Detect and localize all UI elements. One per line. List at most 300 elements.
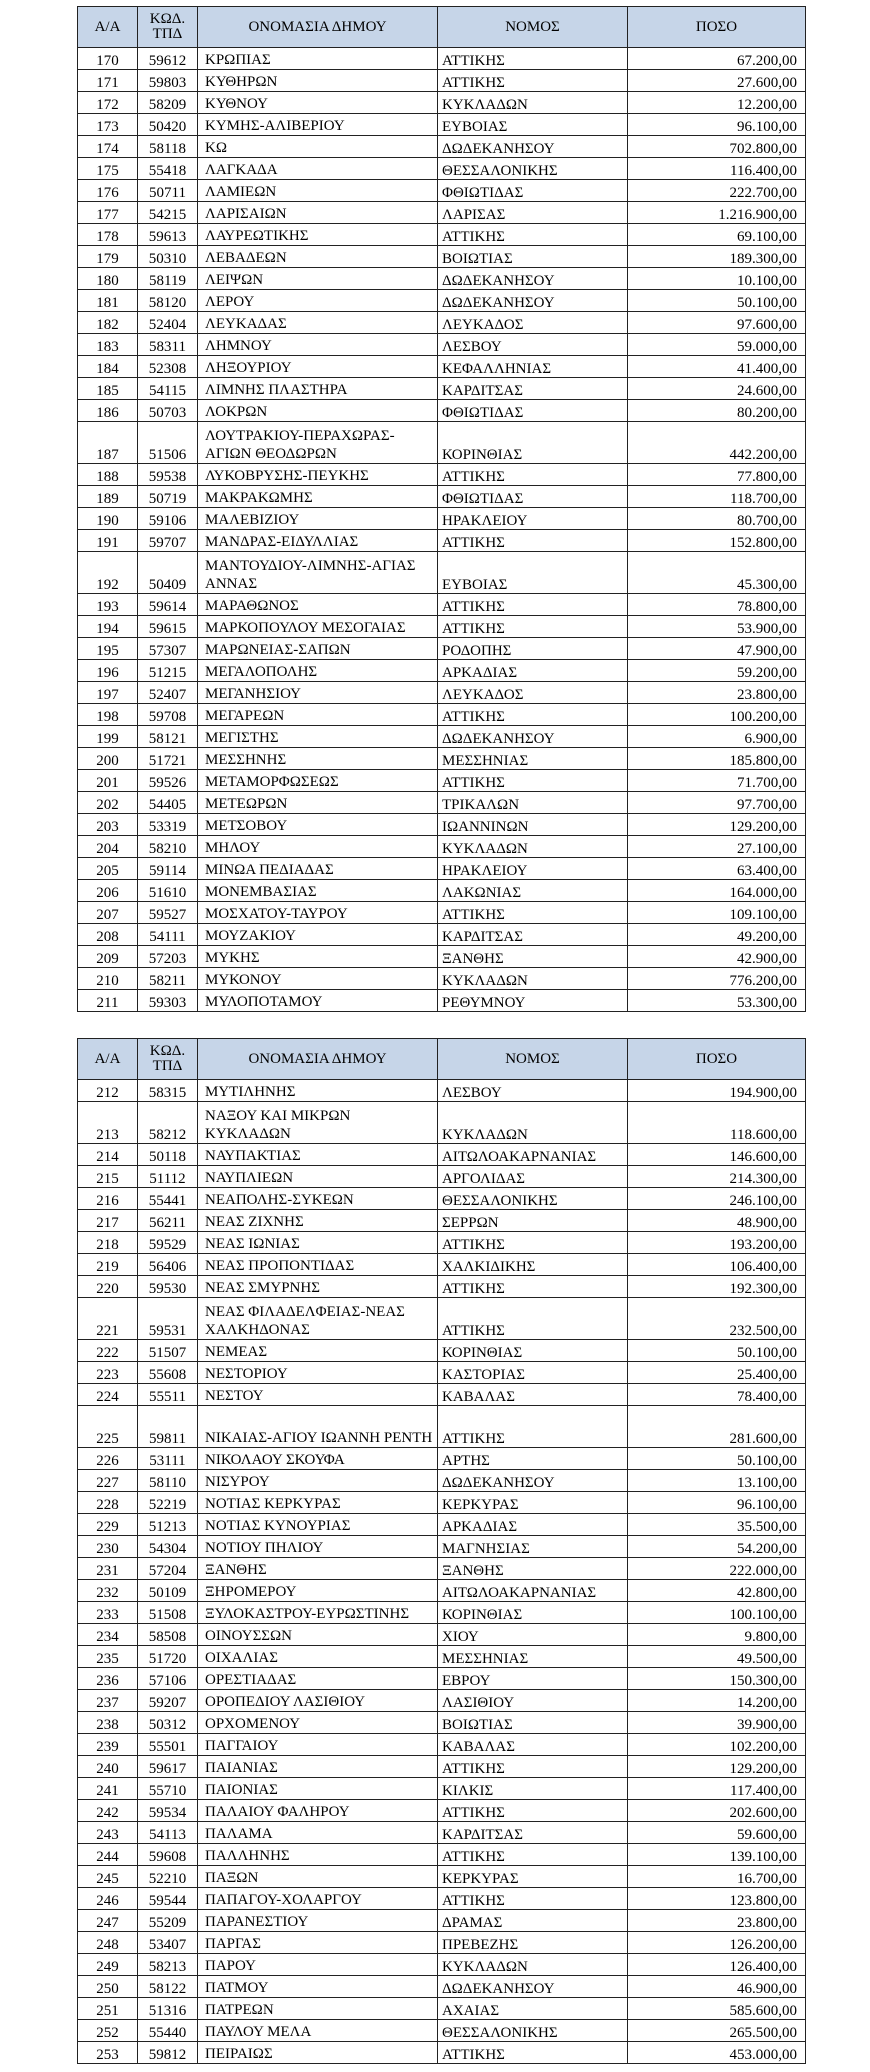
cell-amount: 246.100,00 bbox=[628, 1188, 806, 1210]
cell-aa: 236 bbox=[78, 1668, 138, 1690]
cell-aa: 222 bbox=[78, 1340, 138, 1362]
cell-name: ΟΡΧΟΜΕΝΟΥ bbox=[198, 1712, 438, 1734]
cell-amount: 50.100,00 bbox=[628, 1448, 806, 1470]
cell-aa: 245 bbox=[78, 1866, 138, 1888]
cell-code: 52219 bbox=[138, 1492, 198, 1514]
cell-code: 58119 bbox=[138, 268, 198, 290]
cell-name: ΟΡΕΣΤΙΑΔΑΣ bbox=[198, 1668, 438, 1690]
cell-name: ΝΕΜΕΑΣ bbox=[198, 1340, 438, 1362]
cell-code: 51720 bbox=[138, 1646, 198, 1668]
cell-name: ΜΕΓΑΝΗΣΙΟΥ bbox=[198, 682, 438, 704]
cell-aa: 178 bbox=[78, 224, 138, 246]
table-row bbox=[78, 422, 806, 464]
cell-aa: 230 bbox=[78, 1536, 138, 1558]
cell-code: 56406 bbox=[138, 1254, 198, 1276]
cell-prefecture: ΜΑΓΝΗΣΙΑΣ bbox=[438, 1536, 628, 1558]
cell-amount: 702.800,00 bbox=[628, 136, 806, 158]
cell-name: ΛΥΚΟΒΡΥΣΗΣ-ΠΕΥΚΗΣ bbox=[198, 464, 438, 486]
cell-amount: 106.400,00 bbox=[628, 1254, 806, 1276]
header-prefecture: ΝΟΜΟΣ bbox=[438, 7, 628, 48]
cell-prefecture: ΞΑΝΘΗΣ bbox=[438, 946, 628, 968]
cell-name: ΚΡΩΠΙΑΣ bbox=[198, 48, 438, 70]
cell-aa: 247 bbox=[78, 1910, 138, 1932]
table-row bbox=[78, 158, 806, 180]
header-amount: ΠΟΣΟ bbox=[628, 7, 806, 48]
table-row bbox=[78, 400, 806, 422]
cell-aa: 200 bbox=[78, 748, 138, 770]
table-row bbox=[78, 1298, 806, 1340]
table-row bbox=[78, 508, 806, 530]
table-row bbox=[78, 246, 806, 268]
cell-amount: 39.900,00 bbox=[628, 1712, 806, 1734]
cell-aa: 226 bbox=[78, 1448, 138, 1470]
cell-code: 54215 bbox=[138, 202, 198, 224]
cell-code: 56211 bbox=[138, 1210, 198, 1232]
cell-code: 58210 bbox=[138, 836, 198, 858]
cell-prefecture: ΚΕΡΚΥΡΑΣ bbox=[438, 1866, 628, 1888]
cell-code: 59612 bbox=[138, 48, 198, 70]
cell-amount: 152.800,00 bbox=[628, 530, 806, 552]
cell-aa: 179 bbox=[78, 246, 138, 268]
cell-prefecture: ΑΙΤΩΛΟΑΚΑΡΝΑΝΙΑΣ bbox=[438, 1580, 628, 1602]
table-row bbox=[78, 1910, 806, 1932]
cell-prefecture: ΑΤΤΙΚΗΣ bbox=[438, 770, 628, 792]
cell-aa: 174 bbox=[78, 136, 138, 158]
cell-aa: 171 bbox=[78, 70, 138, 92]
table-row bbox=[78, 2020, 806, 2042]
cell-amount: 96.100,00 bbox=[628, 114, 806, 136]
cell-code: 51215 bbox=[138, 660, 198, 682]
cell-code: 54304 bbox=[138, 1536, 198, 1558]
cell-code: 59526 bbox=[138, 770, 198, 792]
table-row bbox=[78, 312, 806, 334]
cell-name: ΜΕΓΑΡΕΩΝ bbox=[198, 704, 438, 726]
cell-amount: 96.100,00 bbox=[628, 1492, 806, 1514]
cell-prefecture: ΚΕΦΑΛΛΗΝΙΑΣ bbox=[438, 356, 628, 378]
cell-name: ΝΙΚΑΙΑΣ-ΑΓΙΟΥ ΙΩΑΝΝΗ ΡΕΝΤΗ bbox=[198, 1406, 438, 1448]
cell-code: 58209 bbox=[138, 92, 198, 114]
table-row bbox=[78, 594, 806, 616]
cell-name: ΝΑΞΟΥ ΚΑΙ ΜΙΚΡΩΝ ΚΥΚΛΑΔΩΝ bbox=[198, 1102, 438, 1144]
cell-amount: 16.700,00 bbox=[628, 1866, 806, 1888]
cell-aa: 183 bbox=[78, 334, 138, 356]
cell-name: ΜΥΚΟΝΟΥ bbox=[198, 968, 438, 990]
cell-name: ΛΕΙΨΩΝ bbox=[198, 268, 438, 290]
cell-aa: 203 bbox=[78, 814, 138, 836]
cell-name: ΠΑΛΑΙΟΥ ΦΑΛΗΡΟΥ bbox=[198, 1800, 438, 1822]
cell-code: 50310 bbox=[138, 246, 198, 268]
table-row bbox=[78, 1756, 806, 1778]
cell-aa: 188 bbox=[78, 464, 138, 486]
cell-amount: 1.216.900,00 bbox=[628, 202, 806, 224]
table-row bbox=[78, 290, 806, 312]
cell-prefecture: ΑΡΓΟΛΙΔΑΣ bbox=[438, 1166, 628, 1188]
cell-prefecture: ΠΡΕΒΕΖΗΣ bbox=[438, 1932, 628, 1954]
table-row bbox=[78, 1166, 806, 1188]
cell-name: ΝΟΤΙΟΥ ΠΗΛΙΟΥ bbox=[198, 1536, 438, 1558]
cell-name: ΜΙΝΩΑ ΠΕΔΙΑΔΑΣ bbox=[198, 858, 438, 880]
cell-amount: 585.600,00 bbox=[628, 1998, 806, 2020]
cell-amount: 194.900,00 bbox=[628, 1080, 806, 1102]
cell-name: ΛΑΥΡΕΩΤΙΚΗΣ bbox=[198, 224, 438, 246]
cell-amount: 13.100,00 bbox=[628, 1470, 806, 1492]
cell-prefecture: ΚΑΡΔΙΤΣΑΣ bbox=[438, 1822, 628, 1844]
cell-amount: 97.600,00 bbox=[628, 312, 806, 334]
cell-prefecture: ΛΑΣΙΘΙΟΥ bbox=[438, 1690, 628, 1712]
cell-aa: 252 bbox=[78, 2020, 138, 2042]
cell-name: ΠΑΡΟΥ bbox=[198, 1954, 438, 1976]
cell-code: 53319 bbox=[138, 814, 198, 836]
cell-name: ΝΑΥΠΛΙΕΩΝ bbox=[198, 1166, 438, 1188]
cell-amount: 102.200,00 bbox=[628, 1734, 806, 1756]
cell-name: ΠΕΙΡΑΙΩΣ bbox=[198, 2042, 438, 2064]
cell-code: 58121 bbox=[138, 726, 198, 748]
cell-code: 53111 bbox=[138, 1448, 198, 1470]
cell-prefecture: ΑΤΤΙΚΗΣ bbox=[438, 1844, 628, 1866]
cell-code: 52407 bbox=[138, 682, 198, 704]
cell-name: ΜΑΚΡΑΚΩΜΗΣ bbox=[198, 486, 438, 508]
cell-name: ΜΑΛΕΒΙΖΙΟΥ bbox=[198, 508, 438, 530]
table-row bbox=[78, 1822, 806, 1844]
cell-prefecture: ΑΤΤΙΚΗΣ bbox=[438, 224, 628, 246]
table-row bbox=[78, 1734, 806, 1756]
table-row bbox=[78, 1188, 806, 1210]
cell-amount: 116.400,00 bbox=[628, 158, 806, 180]
cell-amount: 202.600,00 bbox=[628, 1800, 806, 1822]
cell-code: 55501 bbox=[138, 1734, 198, 1756]
cell-amount: 80.200,00 bbox=[628, 400, 806, 422]
cell-prefecture: ΤΡΙΚΑΛΩΝ bbox=[438, 792, 628, 814]
cell-amount: 49.500,00 bbox=[628, 1646, 806, 1668]
cell-name: ΠΑΙΑΝΙΑΣ bbox=[198, 1756, 438, 1778]
cell-prefecture: ΚΥΚΛΑΔΩΝ bbox=[438, 1102, 628, 1144]
table-row bbox=[78, 1102, 806, 1144]
cell-prefecture: ΛΕΥΚΑΔΟΣ bbox=[438, 312, 628, 334]
cell-prefecture: ΑΡΚΑΔΙΑΣ bbox=[438, 660, 628, 682]
cell-aa: 196 bbox=[78, 660, 138, 682]
cell-name: ΛΕΒΑΔΕΩΝ bbox=[198, 246, 438, 268]
cell-prefecture: ΡΟΔΟΠΗΣ bbox=[438, 638, 628, 660]
cell-aa: 202 bbox=[78, 792, 138, 814]
cell-aa: 204 bbox=[78, 836, 138, 858]
cell-code: 59615 bbox=[138, 616, 198, 638]
cell-amount: 129.200,00 bbox=[628, 1756, 806, 1778]
cell-aa: 231 bbox=[78, 1558, 138, 1580]
cell-name: ΛΟΚΡΩΝ bbox=[198, 400, 438, 422]
cell-code: 59811 bbox=[138, 1406, 198, 1448]
table-row bbox=[78, 792, 806, 814]
cell-prefecture: ΑΤΤΙΚΗΣ bbox=[438, 464, 628, 486]
cell-prefecture: ΔΩΔΕΚΑΝΗΣΟΥ bbox=[438, 1470, 628, 1492]
cell-aa: 235 bbox=[78, 1646, 138, 1668]
cell-amount: 14.200,00 bbox=[628, 1690, 806, 1712]
cell-code: 51506 bbox=[138, 422, 198, 464]
cell-code: 55511 bbox=[138, 1384, 198, 1406]
table-row bbox=[78, 1932, 806, 1954]
cell-name: ΝΕΑΠΟΛΗΣ-ΣΥΚΕΩΝ bbox=[198, 1188, 438, 1210]
cell-code: 50420 bbox=[138, 114, 198, 136]
cell-prefecture: ΔΩΔΕΚΑΝΗΣΟΥ bbox=[438, 726, 628, 748]
cell-amount: 100.100,00 bbox=[628, 1602, 806, 1624]
cell-name: ΝΟΤΙΑΣ ΚΕΡΚΥΡΑΣ bbox=[198, 1492, 438, 1514]
cell-aa: 253 bbox=[78, 2042, 138, 2064]
cell-name: ΠΑΠΑΓΟΥ-ΧΟΛΑΡΓΟΥ bbox=[198, 1888, 438, 1910]
cell-prefecture: ΧΙΟΥ bbox=[438, 1624, 628, 1646]
cell-aa: 251 bbox=[78, 1998, 138, 2020]
cell-aa: 198 bbox=[78, 704, 138, 726]
table-row bbox=[78, 202, 806, 224]
cell-aa: 249 bbox=[78, 1954, 138, 1976]
table-row bbox=[78, 1866, 806, 1888]
cell-code: 55710 bbox=[138, 1778, 198, 1800]
cell-code: 58211 bbox=[138, 968, 198, 990]
cell-aa: 240 bbox=[78, 1756, 138, 1778]
table-row bbox=[78, 704, 806, 726]
cell-code: 51316 bbox=[138, 1998, 198, 2020]
cell-amount: 59.200,00 bbox=[628, 660, 806, 682]
cell-amount: 12.200,00 bbox=[628, 92, 806, 114]
cell-amount: 117.400,00 bbox=[628, 1778, 806, 1800]
cell-prefecture: ΑΤΤΙΚΗΣ bbox=[438, 530, 628, 552]
cell-name: ΚΥΘΝΟΥ bbox=[198, 92, 438, 114]
table-row bbox=[78, 1580, 806, 1602]
cell-name: ΟΡΟΠΕΔΙΟΥ ΛΑΣΙΘΙΟΥ bbox=[198, 1690, 438, 1712]
cell-aa: 177 bbox=[78, 202, 138, 224]
cell-aa: 209 bbox=[78, 946, 138, 968]
cell-code: 51721 bbox=[138, 748, 198, 770]
cell-aa: 228 bbox=[78, 1492, 138, 1514]
cell-name: ΝΑΥΠΑΚΤΙΑΣ bbox=[198, 1144, 438, 1166]
cell-name: ΜΟΥΖΑΚΙΟΥ bbox=[198, 924, 438, 946]
table-row bbox=[78, 1362, 806, 1384]
cell-amount: 63.400,00 bbox=[628, 858, 806, 880]
cell-prefecture: ΜΕΣΣΗΝΙΑΣ bbox=[438, 748, 628, 770]
cell-amount: 80.700,00 bbox=[628, 508, 806, 530]
cell-amount: 49.200,00 bbox=[628, 924, 806, 946]
cell-code: 59114 bbox=[138, 858, 198, 880]
cell-name: ΚΩ bbox=[198, 136, 438, 158]
table-row bbox=[78, 682, 806, 704]
cell-prefecture: ΚΑΒΑΛΑΣ bbox=[438, 1384, 628, 1406]
cell-name: ΝΕΣΤΟΥ bbox=[198, 1384, 438, 1406]
cell-prefecture: ΕΒΡΟΥ bbox=[438, 1668, 628, 1690]
cell-prefecture: ΚΙΛΚΙΣ bbox=[438, 1778, 628, 1800]
cell-amount: 53.900,00 bbox=[628, 616, 806, 638]
cell-amount: 126.200,00 bbox=[628, 1932, 806, 1954]
cell-code: 50109 bbox=[138, 1580, 198, 1602]
cell-prefecture: ΚΟΡΙΝΘΙΑΣ bbox=[438, 1340, 628, 1362]
cell-prefecture: ΑΧΑΙΑΣ bbox=[438, 1998, 628, 2020]
table-row bbox=[78, 1276, 806, 1298]
cell-amount: 232.500,00 bbox=[628, 1298, 806, 1340]
cell-prefecture: ΕΥΒΟΙΑΣ bbox=[438, 552, 628, 594]
table-row bbox=[78, 1624, 806, 1646]
table-row bbox=[78, 1384, 806, 1406]
table-header bbox=[78, 7, 806, 48]
cell-aa: 185 bbox=[78, 378, 138, 400]
cell-name: ΛΑΡΙΣΑΙΩΝ bbox=[198, 202, 438, 224]
cell-aa: 197 bbox=[78, 682, 138, 704]
table-row bbox=[78, 726, 806, 748]
cell-amount: 192.300,00 bbox=[628, 1276, 806, 1298]
cell-aa: 216 bbox=[78, 1188, 138, 1210]
cell-code: 50711 bbox=[138, 180, 198, 202]
cell-name: ΠΑΛΛΗΝΗΣ bbox=[198, 1844, 438, 1866]
cell-amount: 48.900,00 bbox=[628, 1210, 806, 1232]
cell-amount: 59.000,00 bbox=[628, 334, 806, 356]
cell-name: ΛΑΓΚΑΔΑ bbox=[198, 158, 438, 180]
cell-aa: 232 bbox=[78, 1580, 138, 1602]
cell-prefecture: ΞΑΝΘΗΣ bbox=[438, 1558, 628, 1580]
cell-code: 59608 bbox=[138, 1844, 198, 1866]
cell-aa: 189 bbox=[78, 486, 138, 508]
cell-prefecture: ΛΕΥΚΑΔΟΣ bbox=[438, 682, 628, 704]
cell-code: 59544 bbox=[138, 1888, 198, 1910]
cell-prefecture: ΒΟΙΩΤΙΑΣ bbox=[438, 246, 628, 268]
cell-name: ΛΕΡΟΥ bbox=[198, 290, 438, 312]
cell-code: 58213 bbox=[138, 1954, 198, 1976]
cell-aa: 173 bbox=[78, 114, 138, 136]
cell-amount: 442.200,00 bbox=[628, 422, 806, 464]
cell-amount: 146.600,00 bbox=[628, 1144, 806, 1166]
table-row bbox=[78, 464, 806, 486]
table-row bbox=[78, 552, 806, 594]
cell-name: ΠΑΡΓΑΣ bbox=[198, 1932, 438, 1954]
table-row bbox=[78, 1602, 806, 1624]
cell-prefecture: ΑΤΤΙΚΗΣ bbox=[438, 48, 628, 70]
cell-aa: 233 bbox=[78, 1602, 138, 1624]
cell-prefecture: ΑΤΤΙΚΗΣ bbox=[438, 1800, 628, 1822]
cell-aa: 223 bbox=[78, 1362, 138, 1384]
cell-name: ΝΕΑΣ ΖΙΧΝΗΣ bbox=[198, 1210, 438, 1232]
cell-name: ΠΑΛΑΜΑ bbox=[198, 1822, 438, 1844]
cell-aa: 238 bbox=[78, 1712, 138, 1734]
cell-code: 59617 bbox=[138, 1756, 198, 1778]
cell-prefecture: ΑΡΚΑΔΙΑΣ bbox=[438, 1514, 628, 1536]
cell-prefecture: ΛΑΡΙΣΑΣ bbox=[438, 202, 628, 224]
cell-name: ΜΗΛΟΥ bbox=[198, 836, 438, 858]
cell-amount: 9.800,00 bbox=[628, 1624, 806, 1646]
cell-code: 58315 bbox=[138, 1080, 198, 1102]
cell-name: ΝΕΑΣ ΠΡΟΠΟΝΤΙΔΑΣ bbox=[198, 1254, 438, 1276]
cell-aa: 229 bbox=[78, 1514, 138, 1536]
cell-aa: 191 bbox=[78, 530, 138, 552]
cell-prefecture: ΚΥΚΛΑΔΩΝ bbox=[438, 92, 628, 114]
cell-amount: 53.300,00 bbox=[628, 990, 806, 1012]
table-row bbox=[78, 1954, 806, 1976]
table-row bbox=[78, 990, 806, 1012]
header-prefecture: ΝΟΜΟΣ bbox=[438, 1039, 628, 1080]
cell-amount: 47.900,00 bbox=[628, 638, 806, 660]
cell-name: ΠΑΤΜΟΥ bbox=[198, 1976, 438, 1998]
cell-aa: 207 bbox=[78, 902, 138, 924]
cell-code: 54111 bbox=[138, 924, 198, 946]
cell-amount: 54.200,00 bbox=[628, 1536, 806, 1558]
cell-aa: 239 bbox=[78, 1734, 138, 1756]
table-row bbox=[78, 48, 806, 70]
cell-prefecture: ΔΩΔΕΚΑΝΗΣΟΥ bbox=[438, 136, 628, 158]
cell-aa: 213 bbox=[78, 1102, 138, 1144]
cell-amount: 139.100,00 bbox=[628, 1844, 806, 1866]
cell-name: ΜΕΓΑΛΟΠΟΛΗΣ bbox=[198, 660, 438, 682]
cell-name: ΜΕΓΙΣΤΗΣ bbox=[198, 726, 438, 748]
cell-amount: 6.900,00 bbox=[628, 726, 806, 748]
cell-prefecture: ΒΟΙΩΤΙΑΣ bbox=[438, 1712, 628, 1734]
cell-name: ΛΟΥΤΡΑΚΙΟΥ-ΠΕΡΑΧΩΡΑΣ-ΑΓΙΩΝ ΘΕΟΔΩΡΩΝ bbox=[198, 422, 438, 464]
cell-prefecture: ΑΤΤΙΚΗΣ bbox=[438, 704, 628, 726]
table-row bbox=[78, 1844, 806, 1866]
cell-amount: 45.300,00 bbox=[628, 552, 806, 594]
table-row bbox=[78, 136, 806, 158]
cell-prefecture: ΚΑΡΔΙΤΣΑΣ bbox=[438, 924, 628, 946]
cell-aa: 175 bbox=[78, 158, 138, 180]
cell-prefecture: ΜΕΣΣΗΝΙΑΣ bbox=[438, 1646, 628, 1668]
cell-name: ΜΑΡΚΟΠΟΥΛΟΥ ΜΕΣΟΓΑΙΑΣ bbox=[198, 616, 438, 638]
table-row bbox=[78, 224, 806, 246]
cell-name: ΠΑΓΓΑΙΟΥ bbox=[198, 1734, 438, 1756]
municipality-table-2 bbox=[77, 1038, 806, 2064]
cell-aa: 195 bbox=[78, 638, 138, 660]
cell-prefecture: ΚΕΡΚΥΡΑΣ bbox=[438, 1492, 628, 1514]
cell-amount: 42.800,00 bbox=[628, 1580, 806, 1602]
table-row bbox=[78, 968, 806, 990]
header-code: ΚΩΔ. ΤΠΔ bbox=[138, 7, 198, 48]
cell-name: ΟΙΧΑΛΙΑΣ bbox=[198, 1646, 438, 1668]
cell-code: 55608 bbox=[138, 1362, 198, 1384]
cell-aa: 225 bbox=[78, 1406, 138, 1448]
cell-code: 59531 bbox=[138, 1298, 198, 1340]
cell-aa: 194 bbox=[78, 616, 138, 638]
cell-name: ΚΥΘΗΡΩΝ bbox=[198, 70, 438, 92]
cell-aa: 210 bbox=[78, 968, 138, 990]
cell-amount: 150.300,00 bbox=[628, 1668, 806, 1690]
cell-code: 58120 bbox=[138, 290, 198, 312]
table-row bbox=[78, 1340, 806, 1362]
cell-amount: 78.400,00 bbox=[628, 1384, 806, 1406]
cell-amount: 185.800,00 bbox=[628, 748, 806, 770]
cell-code: 57307 bbox=[138, 638, 198, 660]
cell-code: 59812 bbox=[138, 2042, 198, 2064]
cell-code: 50719 bbox=[138, 486, 198, 508]
cell-code: 55440 bbox=[138, 2020, 198, 2042]
cell-aa: 237 bbox=[78, 1690, 138, 1712]
cell-amount: 222.000,00 bbox=[628, 1558, 806, 1580]
cell-name: ΛΗΞΟΥΡΙΟΥ bbox=[198, 356, 438, 378]
cell-aa: 211 bbox=[78, 990, 138, 1012]
table-row bbox=[78, 638, 806, 660]
cell-prefecture: ΚΟΡΙΝΘΙΑΣ bbox=[438, 1602, 628, 1624]
cell-amount: 50.100,00 bbox=[628, 1340, 806, 1362]
table-row bbox=[78, 1254, 806, 1276]
cell-prefecture: ΑΤΤΙΚΗΣ bbox=[438, 70, 628, 92]
cell-prefecture: ΙΩΑΝΝΙΝΩΝ bbox=[438, 814, 628, 836]
cell-code: 50118 bbox=[138, 1144, 198, 1166]
cell-name: ΝΕΑΣ ΦΙΛΑΔΕΛΦΕΙΑΣ-ΝΕΑΣ ΧΑΛΚΗΔΟΝΑΣ bbox=[198, 1298, 438, 1340]
cell-code: 59529 bbox=[138, 1232, 198, 1254]
cell-prefecture: ΣΕΡΡΩΝ bbox=[438, 1210, 628, 1232]
cell-prefecture: ΚΥΚΛΑΔΩΝ bbox=[438, 968, 628, 990]
cell-amount: 97.700,00 bbox=[628, 792, 806, 814]
cell-code: 51610 bbox=[138, 880, 198, 902]
cell-code: 59707 bbox=[138, 530, 198, 552]
cell-amount: 118.600,00 bbox=[628, 1102, 806, 1144]
cell-aa: 246 bbox=[78, 1888, 138, 1910]
table-row bbox=[78, 114, 806, 136]
cell-aa: 250 bbox=[78, 1976, 138, 1998]
header-amount: ΠΟΣΟ bbox=[628, 1039, 806, 1080]
cell-code: 51112 bbox=[138, 1166, 198, 1188]
cell-amount: 50.100,00 bbox=[628, 290, 806, 312]
